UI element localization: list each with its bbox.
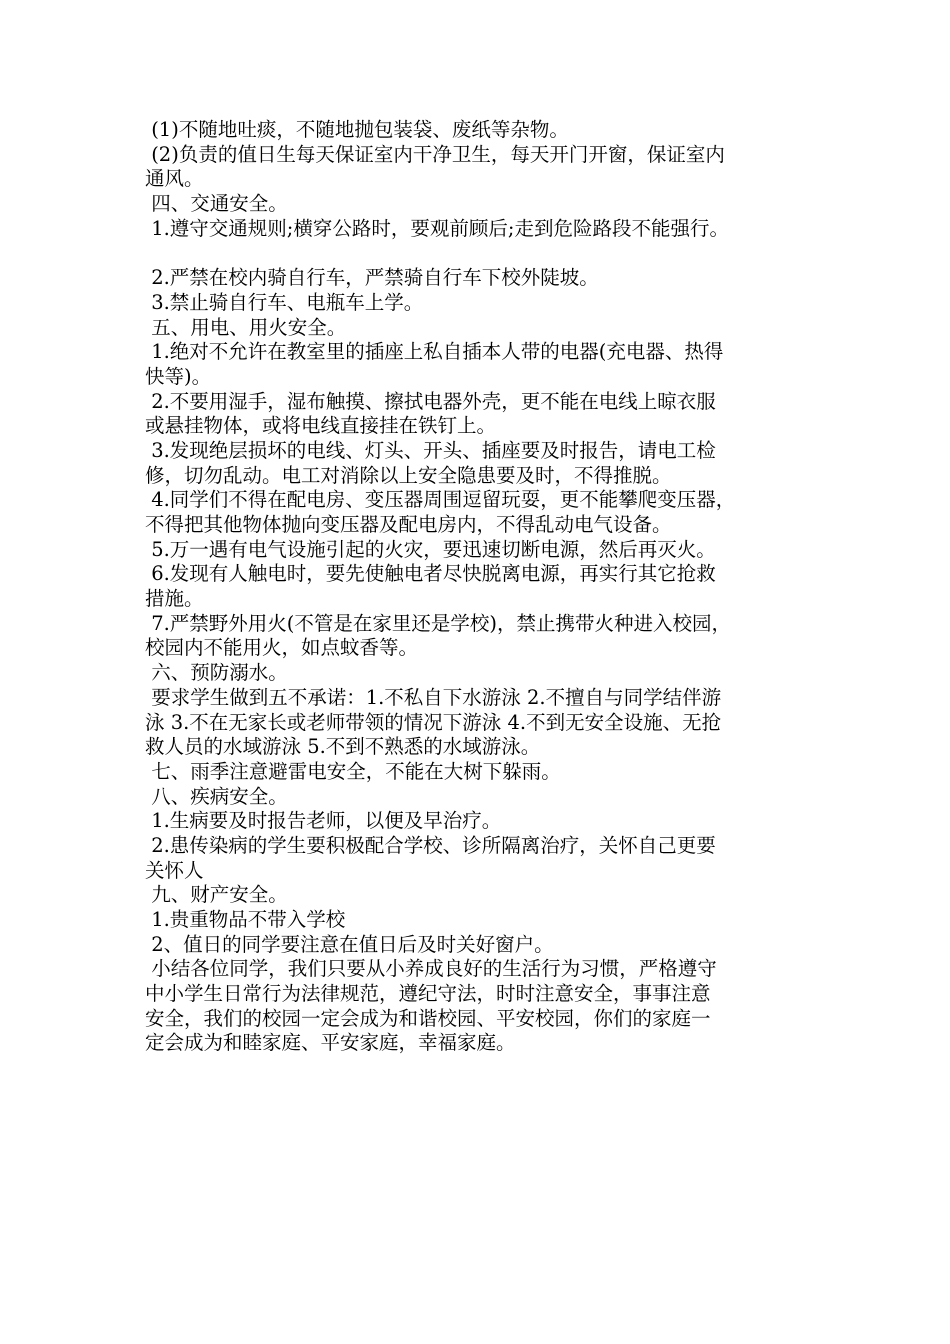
text-line: 泳 3.不在无家长或老师带领的情况下游泳 4.不到无安全设施、无抢 bbox=[145, 710, 722, 734]
text-line: 快等)。 bbox=[145, 364, 212, 388]
text-line: 6.发现有人触电时，要先使触电者尽快脱离电源，再实行其它抢救 bbox=[145, 562, 716, 586]
text-line: 四、交通安全。 bbox=[145, 192, 288, 216]
text-line: 措施。 bbox=[145, 587, 204, 611]
text-line: 要求学生做到五不承诺：1.不私自下水游泳 2.不擅自与同学结伴游 bbox=[145, 685, 722, 709]
text-line: (2)负责的值日生每天保证室内干净卫生，每天开门开窗，保证室内 bbox=[145, 142, 725, 166]
text-line: 2.患传染病的学生要积极配合学校、诊所隔离治疗，关怀自己更要 bbox=[145, 833, 716, 857]
document-body bbox=[145, 118, 807, 1056]
text-line: 4.同学们不得在配电房、变压器周围逗留玩耍，更不能攀爬变压器， bbox=[145, 488, 736, 512]
text-line: 九、财产安全。 bbox=[145, 883, 288, 907]
text-line: 定会成为和睦家庭、平安家庭，幸福家庭。 bbox=[145, 1031, 516, 1055]
text-line: 2、值日的同学要注意在值日后及时关好窗户。 bbox=[145, 932, 554, 956]
text-line: 1.遵守交通规则;横穿公路时，要观前顾后;走到危险路段不能强行。 bbox=[145, 216, 729, 240]
text-line: 通风。 bbox=[145, 167, 204, 191]
text-line: 不得把其他物体抛向变压器及配电房内，不得乱动电气设备。 bbox=[145, 513, 672, 536]
text-line: 3.禁止骑自行车、电瓶车上学。 bbox=[145, 290, 424, 314]
text-line: 救人员的水域游泳 5.不到不熟悉的水域游泳。 bbox=[145, 735, 541, 759]
text-line: (1)不随地吐痰，不随地抛包装袋、废纸等杂物。 bbox=[145, 118, 569, 141]
text-line: 五、用电、用火安全。 bbox=[145, 315, 347, 339]
text-line: 1.生病要及时报告老师，以便及早治疗。 bbox=[145, 809, 502, 833]
text-line: 八、疾病安全。 bbox=[145, 784, 288, 808]
text-line: 关怀人 bbox=[145, 858, 204, 882]
text-line: 中小学生日常行为法律规范，遵纪守法，时时注意安全，事事注意 bbox=[145, 982, 711, 1006]
text-line: 或悬挂物体，或将电线直接挂在铁钉上。 bbox=[145, 414, 497, 438]
text-line: 校园内不能用火，如点蚊香等。 bbox=[145, 636, 419, 660]
text-line: 安全，我们的校园一定会成为和谐校园、平安校园，你们的家庭一 bbox=[145, 1006, 711, 1030]
text-line: 1.贵重物品不带入学校 bbox=[145, 908, 346, 931]
text-line: 2.严禁在校内骑自行车，严禁骑自行车下校外陡坡。 bbox=[145, 266, 599, 290]
text-line: 5.万一遇有电气设施引起的火灾，要迅速切断电源，然后再灭火。 bbox=[145, 537, 716, 561]
text-line: 修，切勿乱动。电工对消除以上安全隐患要及时，不得推脱。 bbox=[145, 463, 672, 487]
text-line: 1.绝对不允许在教室里的插座上私自插本人带的电器(充电器、热得 bbox=[145, 340, 724, 364]
text-line: 2.不要用湿手，湿布触摸、擦拭电器外壳，更不能在电线上晾衣服 bbox=[145, 389, 716, 413]
text-line: 3.发现绝层损坏的电线、灯头、开头、插座要及时报告，请电工检 bbox=[145, 438, 716, 462]
text-line: 六、预防溺水。 bbox=[145, 661, 288, 685]
text-line: 7.严禁野外用火(不管是在家里还是学校)，禁止携带火种进入校园， bbox=[145, 611, 732, 635]
blank-line bbox=[145, 241, 807, 266]
text-line: 七、雨季注意避雷电安全，不能在大树下躲雨。 bbox=[145, 759, 561, 783]
text-line: 小结各位同学，我们只要从小养成良好的生活行为习惯，严格遵守 bbox=[145, 957, 717, 981]
